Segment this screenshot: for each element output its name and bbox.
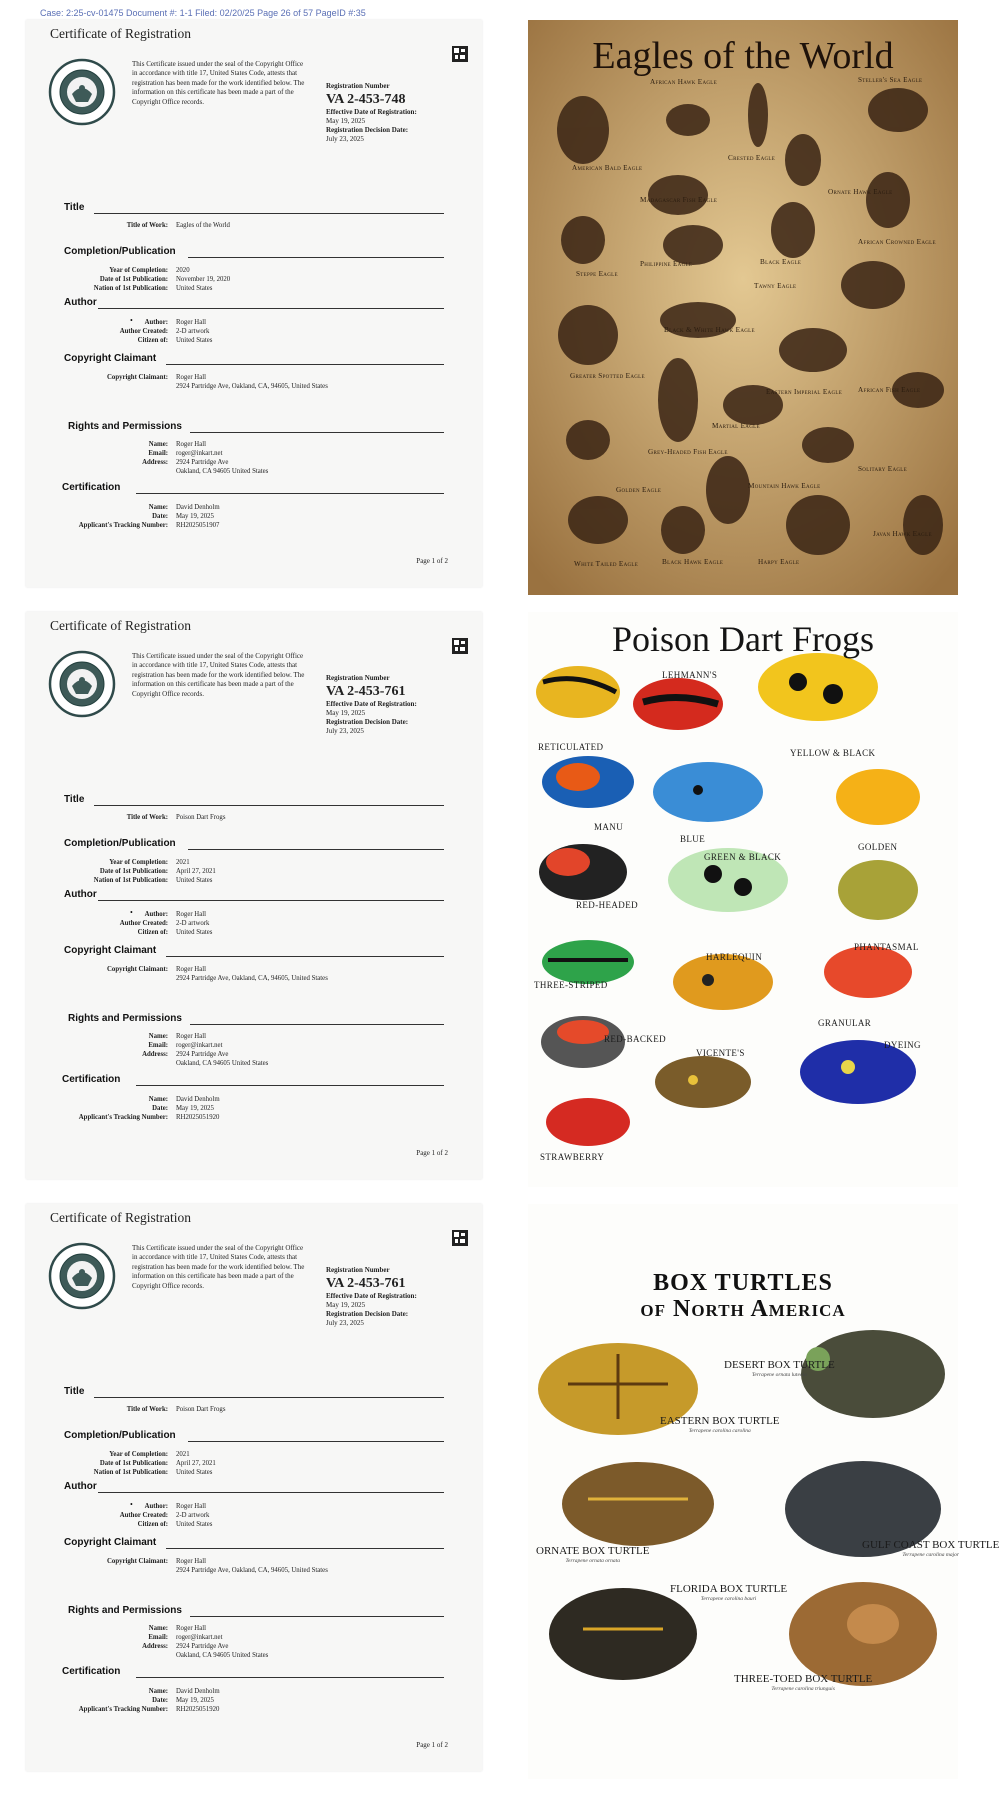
poster-label: DYEING — [884, 1040, 921, 1050]
author-field: Author: Roger Hall — [144, 319, 207, 326]
title-of-work-field: Title of Work: Poison Dart Frogs — [126, 1406, 226, 1413]
divider — [136, 1677, 444, 1678]
poster-label: Javan Hawk Eagle — [873, 530, 932, 538]
author-field: Author: Roger Hall — [144, 911, 207, 918]
eagles-poster — [528, 20, 958, 595]
poster-label: Martial Eagle — [712, 422, 760, 430]
claimant-field: Copyright Claimant: Roger Hall 2924 Partridge Ave, Oakland, CA, 94605, United States — [107, 966, 328, 982]
poster-label: RETICULATED — [538, 742, 604, 752]
section-rights: Rights and Permissions — [68, 1605, 182, 1616]
poster-title-line1: BOX TURTLES — [653, 1270, 833, 1296]
year-of-completion-field: Year of Completion: 2020 — [109, 267, 190, 274]
nation-field: Nation of 1st Publication: United States — [93, 1469, 213, 1476]
poster-label: DESERT BOX TURTLE Terrapene ornata luteola — [724, 1359, 835, 1378]
tracking-number-field: Applicant's Tracking Number: RH2025051920 — [78, 1114, 220, 1121]
poster-label: African Fish Eagle — [858, 386, 921, 394]
author-bullet: • — [130, 908, 133, 917]
poster-label: HARLEQUIN — [706, 952, 763, 962]
divider — [188, 1441, 444, 1442]
certification-date-field: Date: May 19, 2025 — [152, 513, 214, 520]
rights-name-field: Name: Roger Hall — [148, 1033, 207, 1040]
nation-field: Nation of 1st Publication: United States — [93, 877, 213, 884]
divider — [190, 1616, 444, 1617]
certification-name-field: Name: David Denholm — [148, 504, 220, 511]
poster-label: Steller's Sea Eagle — [858, 76, 923, 84]
divider — [94, 213, 444, 214]
year-of-completion-field: Year of Completion: 2021 — [109, 1451, 190, 1458]
certificate-intro: This Certificate issued under the seal of the Copyright Office in accordance with title 17, United States Code, attests that registration has been made for the work identified below. The information on this certificate has been made a part of the Copyright Office records. — [132, 60, 305, 106]
rights-address-field: Address: 2924 Partridge Ave Oakland, CA 94605 United States — [142, 1643, 269, 1659]
author-field: Author: Roger Hall — [144, 1503, 207, 1510]
poster-label: Ornate Hawk Eagle — [828, 188, 893, 196]
section-rights: Rights and Permissions — [68, 1013, 182, 1024]
certificate-intro: This Certificate issued under the seal of the Copyright Office in accordance with title 17, United States Code, attests that registration has been made for the work identified below. The information on this certificate has been made a part of the Copyright Office records. — [132, 652, 305, 698]
section-author: Author — [64, 297, 97, 308]
section-claimant: Copyright Claimant — [64, 945, 157, 956]
publication-date-field: Date of 1st Publication: November 19, 2020 — [99, 276, 231, 283]
poster-label: Grey-Headed Fish Eagle — [648, 448, 728, 456]
poster-label: Philippine Eagle — [640, 260, 693, 268]
poster-title-line2: of North America — [640, 1296, 846, 1322]
poster-label: Solitary Eagle — [858, 465, 907, 473]
rights-name-field: Name: Roger Hall — [148, 1625, 207, 1632]
section-title: Title — [64, 202, 85, 213]
section-certification: Certification — [62, 482, 121, 493]
certificate-row — [0, 612, 1000, 1192]
poster-label: African Crowned Eagle — [858, 238, 936, 246]
divider — [136, 1085, 444, 1086]
copyright-office-seal-icon — [48, 1242, 116, 1310]
poster-label: Black & White Hawk Eagle — [664, 326, 755, 334]
registration-number: VA 2-453-761 — [326, 684, 406, 699]
poster-label: STRAWBERRY — [540, 1152, 605, 1162]
section-rights: Rights and Permissions — [68, 421, 182, 432]
section-certification: Certification — [62, 1074, 121, 1085]
publication-date-field: Date of 1st Publication: April 27, 2021 — [99, 1460, 216, 1467]
certificate-page — [26, 20, 482, 587]
divider — [190, 432, 444, 433]
poster-label: GRANULAR — [818, 1018, 872, 1028]
divider — [188, 849, 444, 850]
divider — [166, 1548, 444, 1549]
registration-block: Registration Number VA 2-453-748 Effective Date of Registration: May 19, 2025 Registration Decision Date: July 23, 2025 — [326, 82, 417, 143]
certificate-heading: Certificate of Registration — [50, 1210, 191, 1225]
poster-label: GREEN & BLACK — [704, 852, 782, 862]
eagles-illustration — [528, 20, 958, 595]
certification-date-field: Date: May 19, 2025 — [152, 1697, 214, 1704]
poster-label: GULF COAST BOX TURTLE Terrapene carolina major — [862, 1539, 1000, 1558]
rights-email-field: Email: roger@inkart.net — [148, 450, 223, 457]
citizen-field: Citizen of: United States — [137, 929, 213, 936]
certification-name-field: Name: David Denholm — [148, 1096, 220, 1103]
tracking-number-field: Applicant's Tracking Number: RH2025051907 — [78, 522, 220, 529]
poster-title: Poison Dart Frogs — [611, 619, 875, 659]
poster-label: African Hawk Eagle — [650, 78, 717, 86]
divider — [188, 257, 444, 258]
year-of-completion-field: Year of Completion: 2021 — [109, 859, 190, 866]
author-created-field: Author Created: 2-D artwork — [119, 328, 210, 335]
divider — [94, 805, 444, 806]
section-author: Author — [64, 889, 97, 900]
title-of-work-field: Title of Work: Eagles of the World — [126, 222, 230, 229]
certificate-page — [26, 1204, 482, 1771]
section-title: Title — [64, 794, 85, 805]
poster-label: Black Eagle — [760, 258, 802, 266]
qr-code-icon — [452, 638, 468, 654]
poster-label: GOLDEN — [858, 842, 898, 852]
frogs-poster — [528, 612, 958, 1187]
turtles-poster — [528, 1204, 1000, 1779]
certification-date-field: Date: May 19, 2025 — [152, 1105, 214, 1112]
author-created-field: Author Created: 2-D artwork — [119, 920, 210, 927]
page-number: Page 1 of 2 — [416, 557, 448, 565]
poster-label: Greater Spotted Eagle — [570, 372, 645, 380]
poster-label: Golden Eagle — [616, 486, 662, 494]
certificate-page — [26, 612, 482, 1179]
poster-label: FLORIDA BOX TURTLE Terrapene carolina bauri — [670, 1583, 788, 1602]
section-title: Title — [64, 1386, 85, 1397]
rights-name-field: Name: Roger Hall — [148, 441, 207, 448]
author-bullet: • — [130, 316, 133, 325]
poster-label: BLUE — [680, 834, 706, 844]
claimant-field: Copyright Claimant: Roger Hall 2924 Partridge Ave, Oakland, CA, 94605, United States — [107, 1558, 328, 1574]
poster-label: Crested Eagle — [728, 154, 776, 162]
court-header-strip: Case: 2:25-cv-01475 Document #: 1-1 Filed: 02/20/25 Page 26 of 57 PageID #:35 — [40, 8, 366, 18]
poster-label: ORNATE BOX TURTLE Terrapene ornata ornata — [536, 1545, 650, 1564]
tracking-number-field: Applicant's Tracking Number: RH2025051920 — [78, 1706, 220, 1713]
publication-date-field: Date of 1st Publication: April 27, 2021 — [99, 868, 216, 875]
nation-field: Nation of 1st Publication: United States — [93, 285, 213, 292]
poster-label: THREE-STRIPED — [534, 980, 608, 990]
registration-number: VA 2-453-761 — [326, 1276, 406, 1291]
divider — [136, 493, 444, 494]
certificate-row — [0, 8, 1000, 600]
section-completion: Completion/Publication — [64, 838, 176, 849]
poster-label: American Bald Eagle — [572, 164, 643, 172]
section-completion: Completion/Publication — [64, 1430, 176, 1441]
author-created-field: Author Created: 2-D artwork — [119, 1512, 210, 1519]
divider — [98, 308, 444, 309]
rights-address-field: Address: 2924 Partridge Ave Oakland, CA 94605 United States — [142, 1051, 269, 1067]
poster-title: Eagles of the World — [592, 35, 894, 77]
certificate-heading: Certificate of Registration — [50, 618, 191, 633]
section-completion: Completion/Publication — [64, 246, 176, 257]
copyright-office-seal-icon — [48, 58, 116, 126]
poster-label: Harpy Eagle — [758, 558, 800, 566]
certificate-intro: This Certificate issued under the seal of the Copyright Office in accordance with title 17, United States Code, attests that registration has been made for the work identified below. The information on this certificate has been made a part of the Copyright Office records. — [132, 1244, 305, 1290]
registration-block: Registration Number VA 2-453-761 Effective Date of Registration: May 19, 2025 Registration Decision Date: July 23, 2025 — [326, 1266, 417, 1327]
poster-label: EASTERN BOX TURTLE Terrapene carolina carolina — [660, 1415, 780, 1434]
poster-label: White Tailed Eagle — [574, 560, 639, 568]
section-certification: Certification — [62, 1666, 121, 1677]
divider — [166, 956, 444, 957]
certificate-heading: Certificate of Registration — [50, 26, 191, 41]
divider — [94, 1397, 444, 1398]
poster-label: MANU — [594, 822, 624, 832]
registration-number: VA 2-453-748 — [326, 92, 406, 107]
divider — [98, 1492, 444, 1493]
poster-label: Eastern Imperial Eagle — [766, 388, 843, 396]
title-of-work-field: Title of Work: Poison Dart Frogs — [126, 814, 226, 821]
poster-label: RED-BACKED — [604, 1034, 666, 1044]
section-claimant: Copyright Claimant — [64, 1537, 157, 1548]
copyright-office-seal-icon — [48, 650, 116, 718]
rights-address-field: Address: 2924 Partridge Ave Oakland, CA 94605 United States — [142, 459, 269, 475]
rights-email-field: Email: roger@inkart.net — [148, 1042, 223, 1049]
section-claimant: Copyright Claimant — [64, 353, 157, 364]
poster-label: PHANTASMAL — [854, 942, 919, 952]
divider — [166, 364, 444, 365]
qr-code-icon — [452, 1230, 468, 1246]
citizen-field: Citizen of: United States — [137, 1521, 213, 1528]
poster-label: Black Hawk Eagle — [662, 558, 724, 566]
page-number: Page 1 of 2 — [416, 1149, 448, 1157]
certification-name-field: Name: David Denholm — [148, 1688, 220, 1695]
section-author: Author — [64, 1481, 97, 1492]
qr-code-icon — [452, 46, 468, 62]
claimant-field: Copyright Claimant: Roger Hall 2924 Partridge Ave, Oakland, CA, 94605, United States — [107, 374, 328, 390]
poster-label: Mountain Hawk Eagle — [748, 482, 821, 490]
certificate-row — [0, 1204, 1000, 1784]
divider — [190, 1024, 444, 1025]
poster-label: RED-HEADED — [576, 900, 638, 910]
rights-email-field: Email: roger@inkart.net — [148, 1634, 223, 1641]
poster-label: Tawny Eagle — [754, 282, 797, 290]
page-number: Page 1 of 2 — [416, 1741, 448, 1749]
author-bullet: • — [130, 1500, 133, 1509]
poster-label: Steppe Eagle — [576, 270, 618, 278]
poster-label: YELLOW & BLACK — [790, 748, 876, 758]
registration-block: Registration Number VA 2-453-761 Effective Date of Registration: May 19, 2025 Registration Decision Date: July 23, 2025 — [326, 674, 417, 735]
poster-label: VICENTE'S — [696, 1048, 745, 1058]
poster-label: Madagascar Fish Eagle — [640, 196, 718, 204]
divider — [98, 900, 444, 901]
citizen-field: Citizen of: United States — [137, 337, 213, 344]
poster-label: THREE-TOED BOX TURTLE Terrapene carolina triunguis — [734, 1673, 873, 1692]
poster-label: LEHMANN'S — [662, 670, 718, 680]
